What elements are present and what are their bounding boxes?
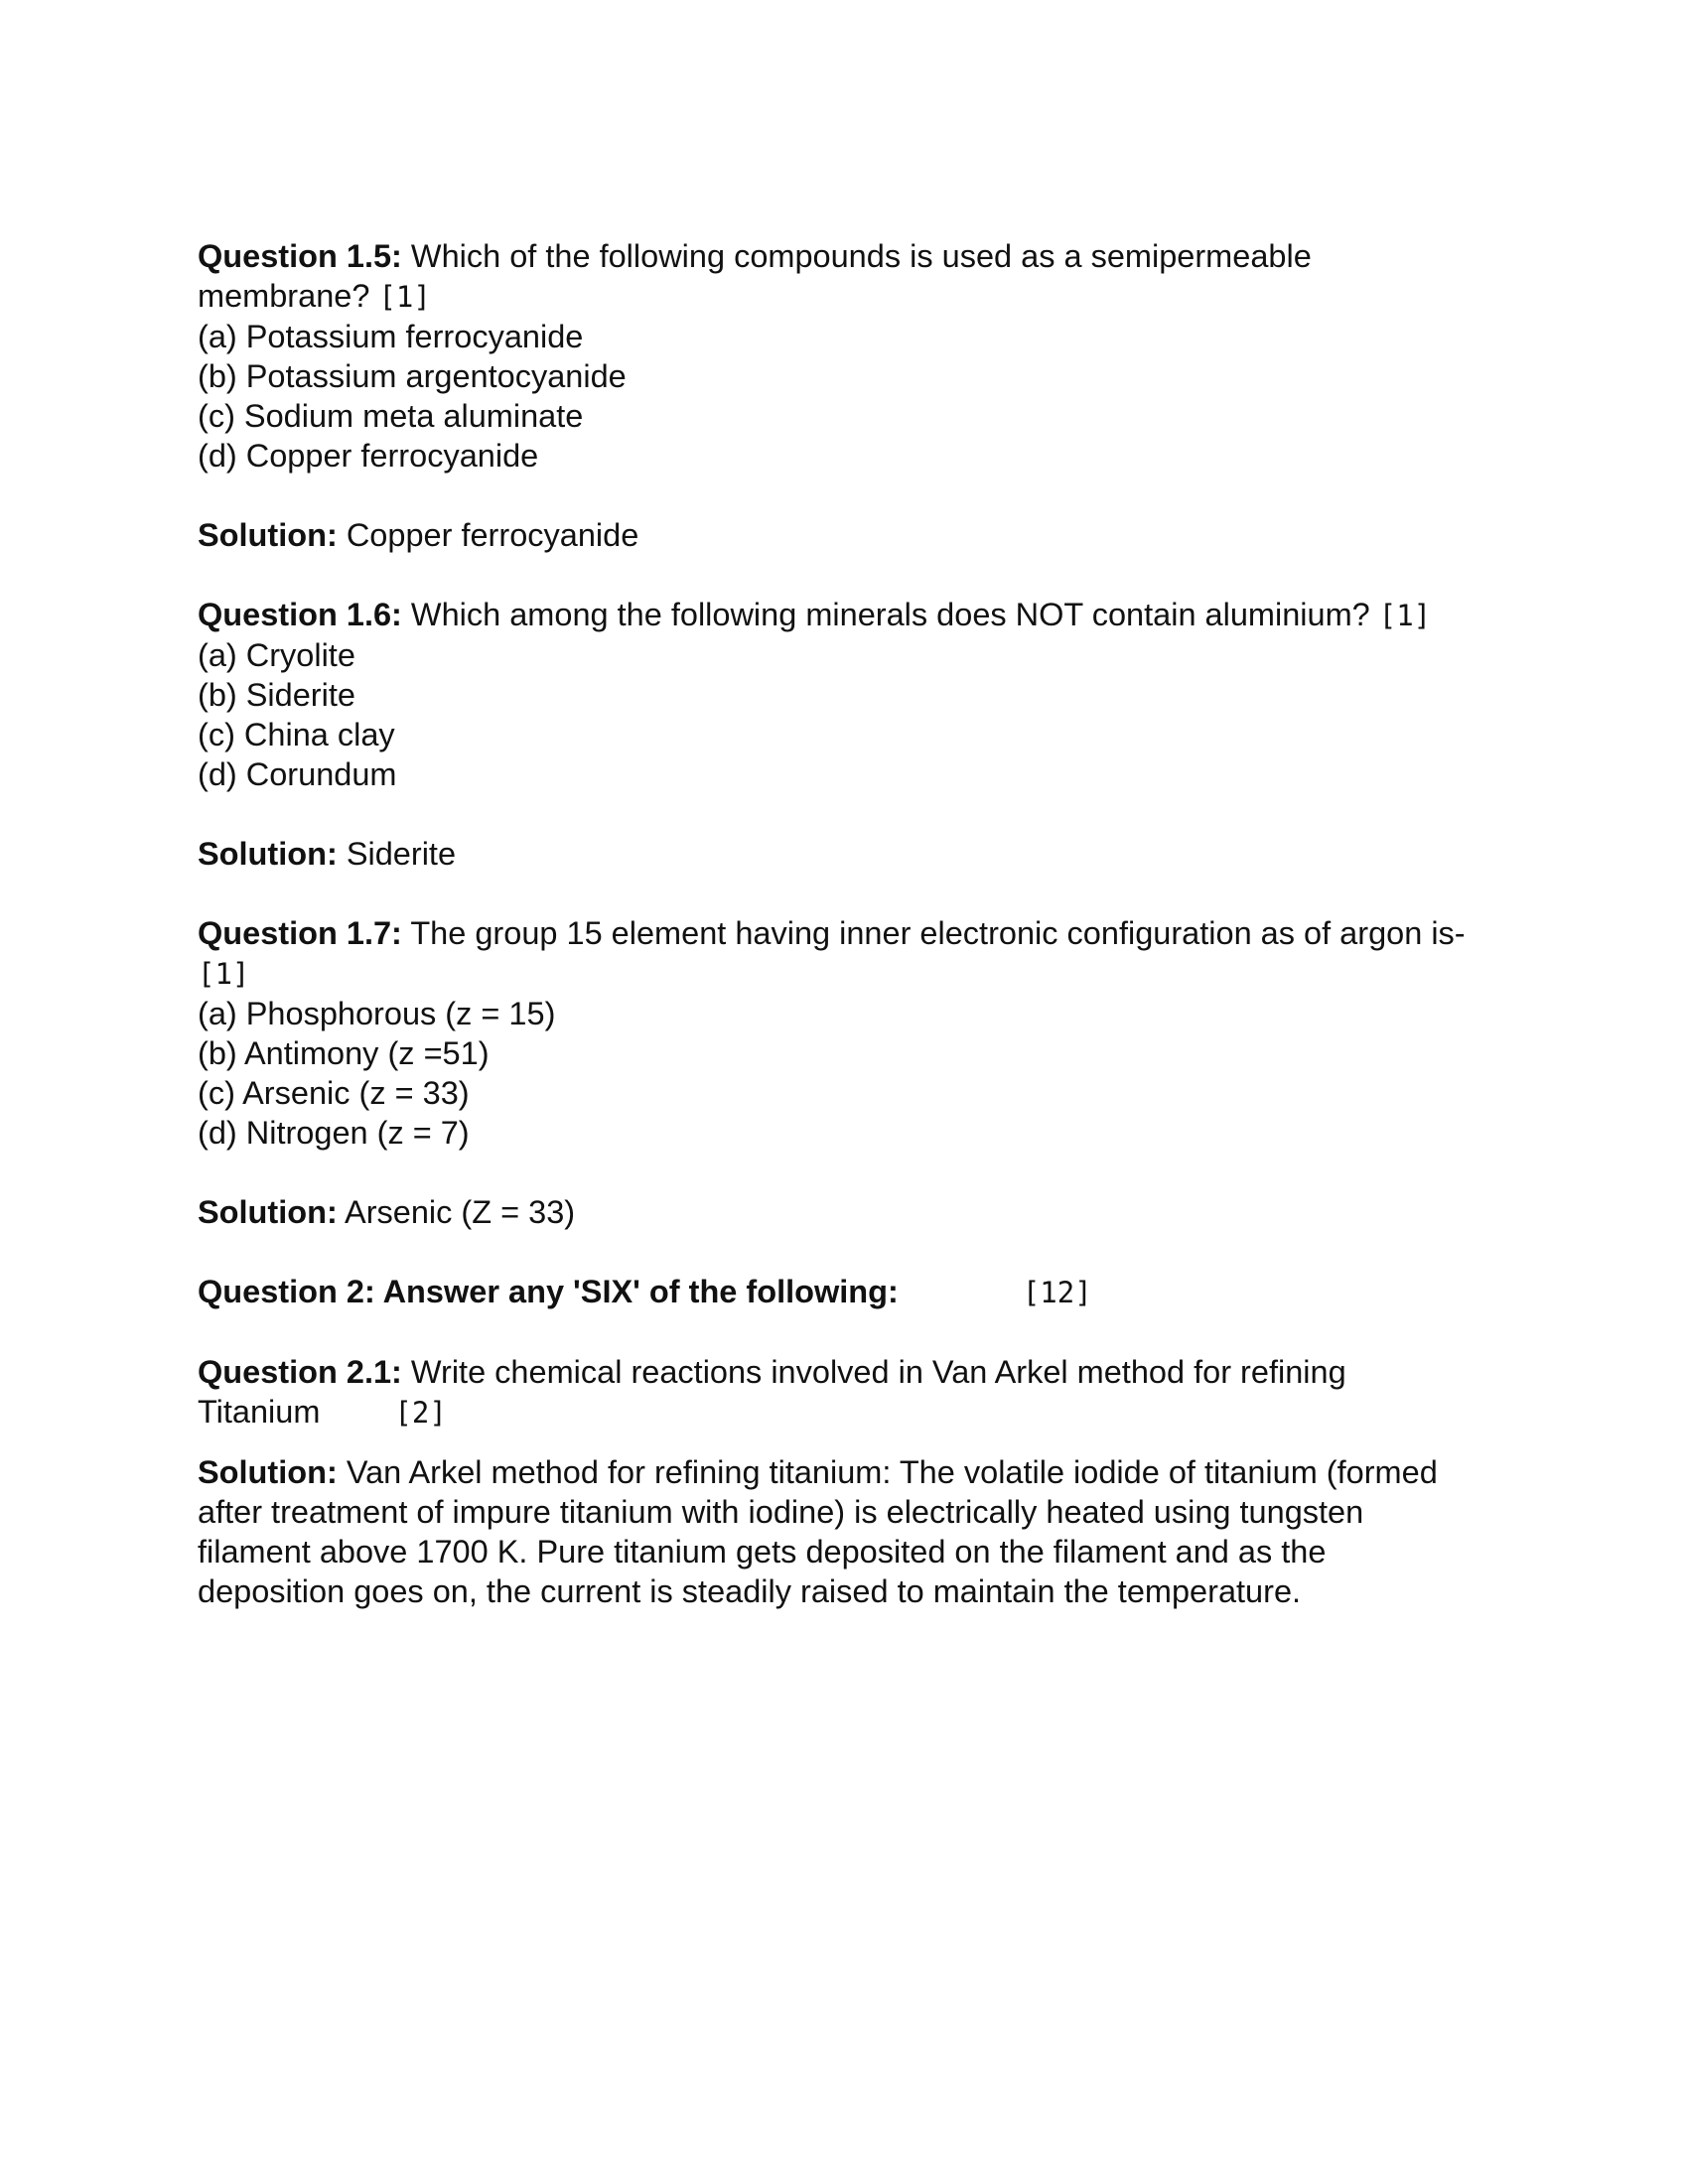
option-a: (a) Potassium ferrocyanide	[198, 319, 584, 354]
option-c: (c) China clay	[198, 717, 395, 752]
question-1-5-line1	[198, 236, 1498, 276]
option-a: (a) Cryolite	[198, 637, 355, 673]
document-page	[198, 236, 1498, 1611]
solution-1-5	[198, 515, 1498, 555]
solution-line-4: deposition goes on, the current is steadily raised to maintain the temperature.	[198, 1573, 1302, 1609]
solution-label: Solution:	[198, 836, 338, 872]
marks-badge: [1]	[198, 957, 250, 991]
solution-label: Solution:	[198, 517, 338, 553]
option-d: (d) Copper ferrocyanide	[198, 438, 539, 474]
question-1-7	[198, 913, 1498, 1153]
option-c: (c) Sodium meta aluminate	[198, 398, 584, 434]
option-b: (b) Antimony (z =51)	[198, 1035, 490, 1071]
option-a: (a) Phosphorous (z = 15)	[198, 996, 556, 1031]
question-2-heading	[198, 1272, 1498, 1312]
solution-text: Copper ferrocyanide	[337, 517, 639, 553]
option-b: (b) Siderite	[198, 677, 355, 713]
question-text: Which of the following compounds is used as a semipermeable	[401, 238, 1312, 274]
solution-line-1	[198, 1452, 1498, 1492]
question-2-1	[198, 1352, 1498, 1433]
question-label: Question 1.6:	[198, 597, 402, 632]
solution-label: Solution:	[198, 1454, 338, 1490]
solution-1-6	[198, 834, 1498, 874]
option-d: (d) Corundum	[198, 756, 397, 792]
solution-label: Solution:	[198, 1194, 338, 1230]
question-1-7-line2	[198, 953, 1498, 994]
question-label: Question 1.7:	[198, 915, 402, 951]
question-text: Write chemical reactions involved in Van Arkel method for refining	[401, 1354, 1346, 1390]
marks-badge: [12]	[1022, 1276, 1092, 1309]
marks-badge: [2]	[394, 1396, 447, 1430]
question-2-1-line2	[198, 1392, 1498, 1433]
option-c: (c) Arsenic (z = 33)	[198, 1075, 470, 1111]
solution-line-3: filament above 1700 K. Pure titanium gets deposited on the filament and as the	[198, 1534, 1327, 1570]
question-text: Titanium	[198, 1394, 321, 1430]
question-1-7-line1	[198, 913, 1498, 953]
solution-text: Arsenic (Z = 33)	[337, 1194, 576, 1230]
question-label: Question 1.5:	[198, 238, 402, 274]
question-text: Which among the following minerals does NOT contain aluminium?	[401, 597, 1379, 632]
solution-1-7	[198, 1192, 1498, 1232]
question-text: membrane?	[198, 278, 379, 314]
marks-badge: [1]	[378, 280, 431, 314]
question-label: Question 2.1:	[198, 1354, 402, 1390]
question-1-5-line2	[198, 276, 1498, 317]
option-b: (b) Potassium argentocyanide	[198, 358, 627, 394]
option-d: (d) Nitrogen (z = 7)	[198, 1115, 470, 1151]
question-1-6	[198, 595, 1498, 794]
question-1-6-line1	[198, 595, 1498, 635]
solution-text: Siderite	[337, 836, 457, 872]
solution-2-1	[198, 1452, 1498, 1611]
question-text: The group 15 element having inner electronic configuration as of argon is-	[401, 915, 1466, 951]
question-1-5	[198, 236, 1498, 476]
solution-line-2: after treatment of impure titanium with iodine) is electrically heated using tungsten	[198, 1494, 1364, 1530]
solution-text: Van Arkel method for refining titanium: The volatile iodide of titanium (formed	[337, 1454, 1438, 1490]
marks-badge: [1]	[1378, 599, 1432, 632]
section-label: Question 2: Answer any 'SIX' of the following:	[198, 1274, 899, 1309]
question-2-1-line1	[198, 1352, 1498, 1392]
